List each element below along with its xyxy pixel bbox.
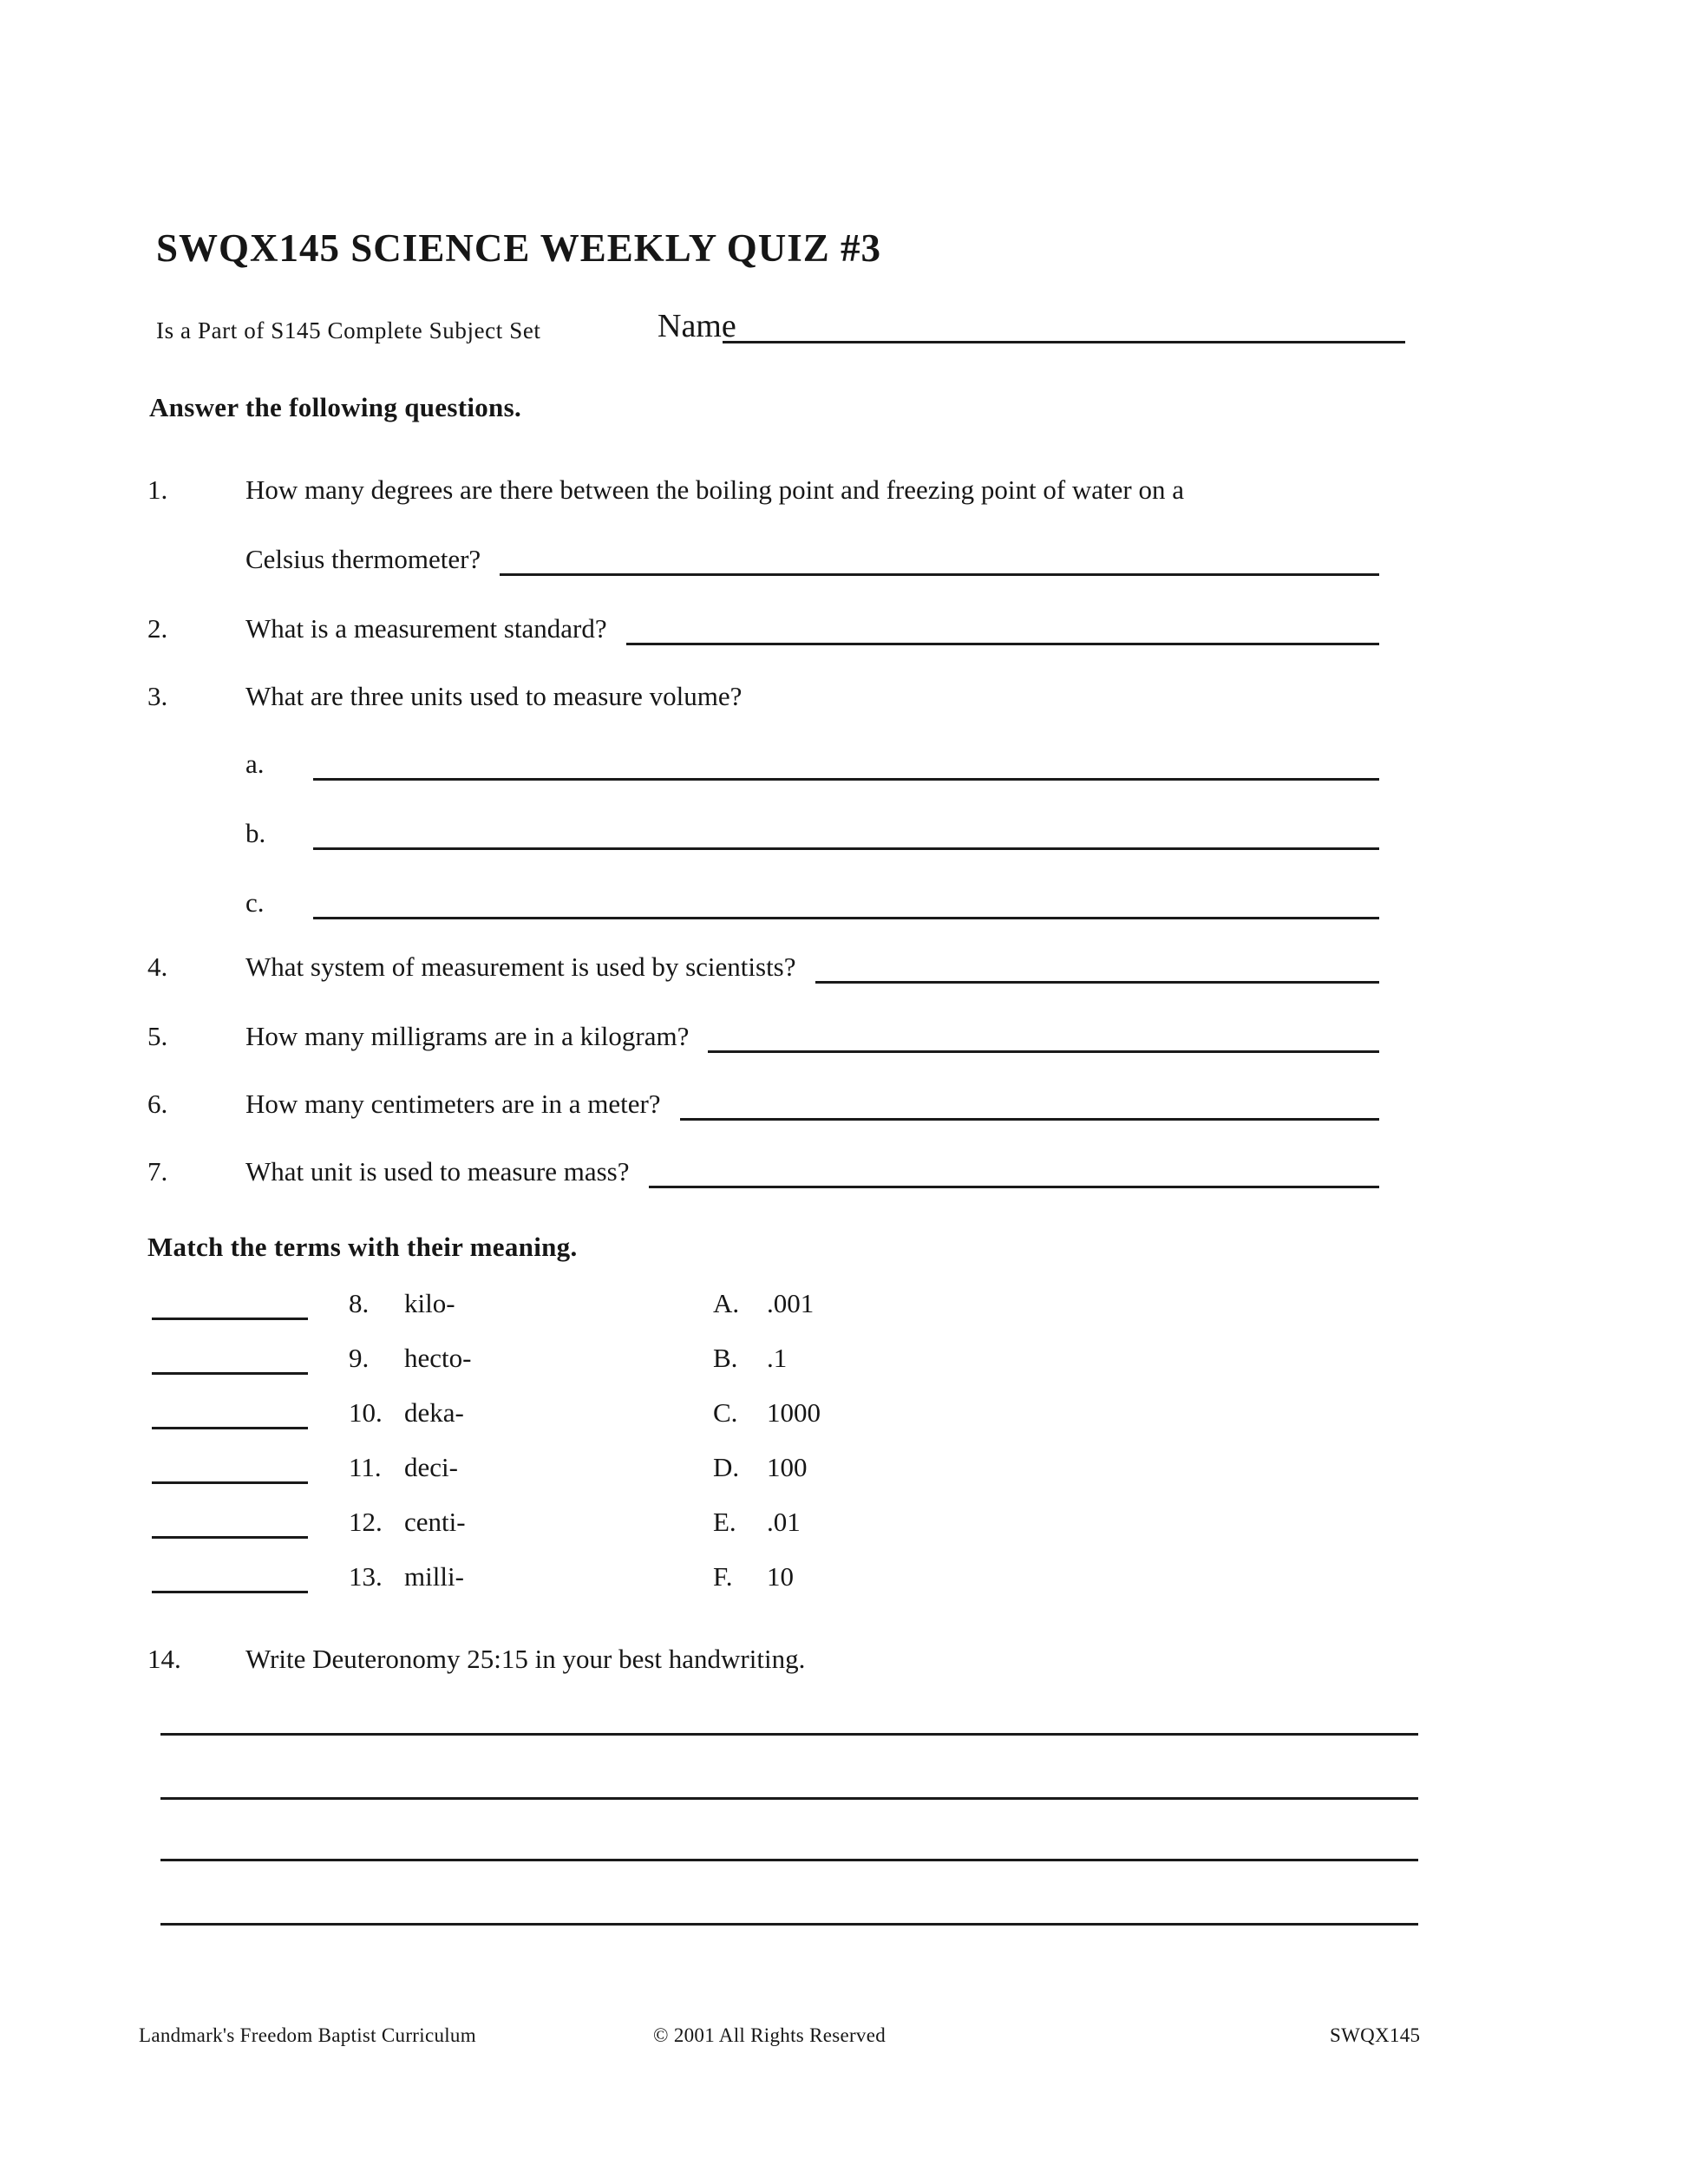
writing-line-2[interactable] [160, 1797, 1418, 1800]
name-label: Name [658, 308, 736, 344]
match-option-letter: F. [713, 1561, 733, 1592]
match-term: kilo- [404, 1288, 455, 1318]
match-term-number: 8. [349, 1288, 370, 1318]
match-row-8 [152, 1287, 814, 1321]
question-number: 4. [147, 951, 168, 982]
match-answer-line[interactable] [152, 1591, 308, 1593]
question-text: Celsius thermometer? [245, 544, 481, 574]
match-row-11 [152, 1451, 808, 1485]
answer-line-q2[interactable] [626, 643, 1379, 645]
match-term-number: 10. [349, 1397, 383, 1428]
answer-section-heading: Answer the following questions. [149, 392, 521, 422]
answer-line-q1[interactable] [500, 573, 1379, 576]
match-option-value: .01 [767, 1507, 801, 1537]
match-row-10 [152, 1396, 821, 1430]
question-row-3b [147, 817, 1379, 851]
question-text: Write Deuteronomy 25:15 in your best handwriting. [245, 1644, 806, 1674]
footer-copyright: © 2001 All Rights Reserved [653, 2024, 887, 2046]
match-term-number: 13. [349, 1561, 383, 1592]
answer-line-q6[interactable] [680, 1118, 1379, 1121]
match-term-number: 12. [349, 1507, 383, 1537]
answer-line-q5[interactable] [708, 1050, 1379, 1053]
answer-line-q3a[interactable] [313, 778, 1379, 781]
question-row-6 [147, 1088, 1379, 1121]
question-row-14 [147, 1643, 1379, 1677]
match-row-13 [152, 1560, 794, 1594]
match-term-number: 9. [349, 1343, 370, 1373]
question-number: 5. [147, 1021, 168, 1051]
answer-line-q7[interactable] [649, 1186, 1379, 1188]
sub-item-letter: b. [245, 818, 266, 848]
match-row-9 [152, 1342, 787, 1376]
question-number: 2. [147, 613, 168, 644]
match-option-value: 1000 [767, 1397, 821, 1428]
question-row-5 [147, 1020, 1379, 1054]
match-answer-line[interactable] [152, 1481, 308, 1484]
match-term: deka- [404, 1397, 464, 1428]
match-row-12 [152, 1506, 801, 1540]
match-option-letter: C. [713, 1397, 738, 1428]
question-text: What system of measurement is used by scientists? [245, 951, 796, 982]
match-term: deci- [404, 1452, 458, 1482]
sub-item-letter: a. [245, 749, 265, 779]
writing-line-4[interactable] [160, 1923, 1418, 1926]
question-text: How many degrees are there between the boiling point and freezing point of water on a [245, 474, 1185, 505]
question-number: 14. [147, 1644, 181, 1674]
sub-item-letter: c. [245, 887, 265, 918]
question-number: 1. [147, 474, 168, 505]
match-term: milli- [404, 1561, 464, 1592]
match-term: hecto- [404, 1343, 472, 1373]
page-title: SWQX145 SCIENCE WEEKLY QUIZ #3 [156, 226, 882, 270]
match-option-value: 10 [767, 1561, 794, 1592]
match-option-letter: B. [713, 1343, 738, 1373]
question-number: 3. [147, 681, 168, 711]
question-text: What unit is used to measure mass? [245, 1156, 630, 1187]
name-input-line[interactable] [723, 341, 1405, 343]
question-number: 7. [147, 1156, 168, 1187]
question-text: How many centimeters are in a meter? [245, 1089, 661, 1119]
answer-line-q4[interactable] [815, 981, 1379, 984]
question-text: What is a measurement standard? [245, 613, 607, 644]
match-option-letter: E. [713, 1507, 736, 1537]
match-answer-line[interactable] [152, 1372, 308, 1375]
answer-line-q3c[interactable] [313, 917, 1379, 919]
match-answer-line[interactable] [152, 1536, 308, 1539]
question-row-7 [147, 1155, 1379, 1189]
answer-line-q3b[interactable] [313, 847, 1379, 850]
question-row-3c [147, 886, 1379, 920]
question-number: 6. [147, 1089, 168, 1119]
subtitle: Is a Part of S145 Complete Subject Set [156, 317, 541, 343]
match-option-letter: A. [713, 1288, 740, 1318]
match-answer-line[interactable] [152, 1318, 308, 1320]
question-row-1 [147, 474, 1379, 507]
question-text: What are three units used to measure volume? [245, 681, 743, 711]
writing-line-1[interactable] [160, 1733, 1418, 1736]
match-section-heading: Match the terms with their meaning. [147, 1232, 578, 1262]
question-row-1-cont [147, 543, 1379, 577]
question-row-3a [147, 748, 1379, 781]
question-row-4 [147, 951, 1379, 984]
match-term: centi- [404, 1507, 466, 1537]
match-answer-line[interactable] [152, 1427, 308, 1429]
question-text: How many milligrams are in a kilogram? [245, 1021, 690, 1051]
writing-line-3[interactable] [160, 1859, 1418, 1861]
match-option-letter: D. [713, 1452, 740, 1482]
footer-publisher: Landmark's Freedom Baptist Curriculum [139, 2024, 476, 2046]
match-option-value: 100 [767, 1452, 808, 1482]
match-option-value: .001 [767, 1288, 815, 1318]
question-row-3 [147, 680, 1379, 714]
footer-code: SWQX145 [1330, 2024, 1421, 2046]
question-row-2 [147, 612, 1379, 646]
match-term-number: 11. [349, 1452, 382, 1482]
match-option-value: .1 [767, 1343, 788, 1373]
